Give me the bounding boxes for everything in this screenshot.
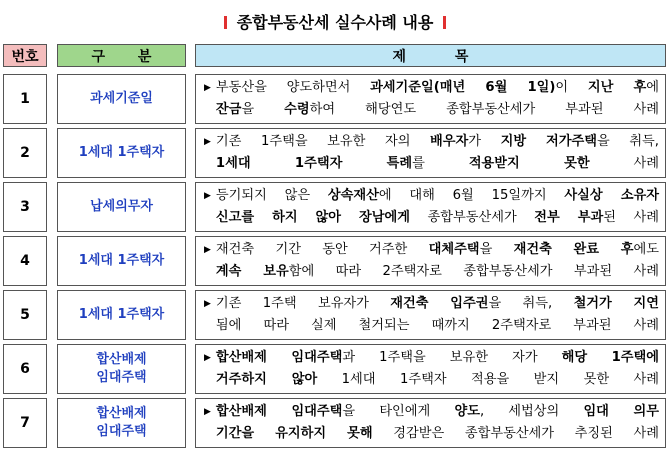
row-description: ▶ 기존 1주택 보유자가 재건축 입주권을 취득, 철거가 지연 됨에 따라 실제 철거되는 때까지 2주택자로 부과된 사례 [195, 290, 666, 340]
row-description: ▶ 부동산을 양도하면서 과세기준일(매년 6월 1일)이 지난 후에 잔금을 수령하여 해당연도 종합부동산세가 부과된 사례 [195, 74, 666, 124]
table-row [0, 236, 670, 286]
row-category: 1세대 1주택자 [57, 290, 186, 340]
table-row [0, 182, 670, 232]
header-category: 구 분 [57, 44, 186, 67]
table-row [0, 398, 670, 448]
row-number: 6 [3, 344, 47, 394]
row-number: 3 [3, 182, 47, 232]
row-number: 1 [3, 74, 47, 124]
bullet-arrow-icon: ▶ [204, 83, 211, 93]
bullet-arrow-icon: ▶ [204, 137, 211, 147]
row-category: 합산배제 임대주택 [57, 398, 186, 448]
title-right-bar [443, 16, 446, 29]
row-description: ▶ 합산배제 임대주택과 1주택을 보유한 자가 해당 1주택에 거주하지 않아 1세대 1주택자 적용을 받지 못한 사례 [195, 344, 666, 394]
bullet-arrow-icon: ▶ [204, 407, 211, 417]
header-number: 번호 [3, 44, 47, 67]
row-category: 합산배제 임대주택 [57, 344, 186, 394]
row-description: ▶ 기존 1주택을 보유한 자의 배우자가 지방 저가주택을 취득, 1세대 1주택자 특례를 적용받지 못한 사례 [195, 128, 666, 178]
row-description: ▶ 등기되지 않은 상속재산에 대해 6월 15일까지 사실상 소유자 신고를 하지 않아 장남에게 종합부동산세가 전부 부과된 사례 [195, 182, 666, 232]
row-number: 7 [3, 398, 47, 448]
bullet-arrow-icon: ▶ [204, 299, 211, 309]
table-row [0, 128, 670, 178]
page-title [0, 10, 670, 33]
row-category: 1세대 1주택자 [57, 128, 186, 178]
row-category: 납세의무자 [57, 182, 186, 232]
header-title: 제 목 [195, 44, 666, 67]
row-number: 4 [3, 236, 47, 286]
table-row [0, 290, 670, 340]
row-category: 과세기준일 [57, 74, 186, 124]
title-left-bar [224, 16, 227, 29]
row-number: 2 [3, 128, 47, 178]
table-row [0, 344, 670, 394]
table-row [0, 74, 670, 124]
page-title-text: 종합부동산세 실수사례 내용 [236, 13, 434, 32]
row-number: 5 [3, 290, 47, 340]
bullet-arrow-icon: ▶ [204, 191, 211, 201]
row-description: ▶ 합산배제 임대주택을 타인에게 양도, 세법상의 임대 의무 기간을 유지하지 못해 경감받은 종합부동산세가 추징된 사례 [195, 398, 666, 448]
bullet-arrow-icon: ▶ [204, 245, 211, 255]
row-category: 1세대 1주택자 [57, 236, 186, 286]
row-description: ▶ 재건축 기간 동안 거주한 대체주택을 재건축 완료 후에도 계속 보유함에 따라 2주택자로 종합부동산세가 부과된 사례 [195, 236, 666, 286]
bullet-arrow-icon: ▶ [204, 353, 211, 363]
